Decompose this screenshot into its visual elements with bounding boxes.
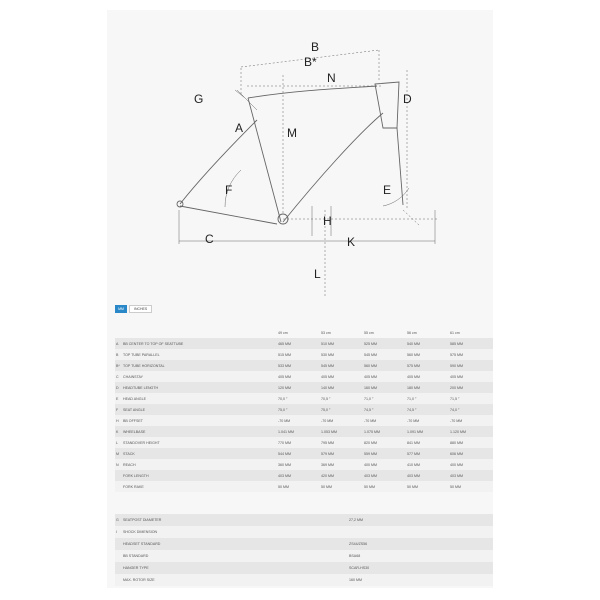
spec-value: 27,2 MM: [349, 514, 493, 526]
spec-row: [115, 514, 493, 526]
row-code: A: [115, 338, 123, 349]
row-value: 544 MM: [278, 448, 321, 459]
dim-label-a: A: [235, 121, 244, 135]
spec-name: SEATPOST DIAMETER: [123, 514, 349, 526]
table-row: [115, 415, 493, 426]
row-code: E: [115, 393, 123, 404]
table-row: [115, 470, 493, 481]
row-value: 71,0 °: [364, 393, 407, 404]
row-value: 545 MM: [321, 360, 364, 371]
unit-tabs: [115, 304, 152, 313]
row-value: 1.053 MM: [321, 426, 364, 437]
spec-table: [115, 514, 493, 586]
size-header: 53 cm: [321, 331, 331, 335]
row-value: 525 MM: [364, 338, 407, 349]
row-value: 405 MM: [278, 371, 321, 382]
row-name: FORK RAKE: [123, 481, 278, 492]
spec-row: [115, 562, 493, 574]
row-name: FORK LENGTH: [123, 470, 278, 481]
row-value: 577 MM: [407, 448, 450, 459]
spec-value: BSA68: [349, 550, 493, 562]
row-value: 74,5 °: [407, 404, 450, 415]
table-row: [115, 437, 493, 448]
row-value: 1.091 MM: [407, 426, 450, 437]
row-value: 410 MM: [407, 459, 450, 470]
row-value: 200 MM: [450, 382, 493, 393]
dim-label-b: B: [311, 40, 320, 54]
row-name: HEAD ANGLE: [123, 393, 278, 404]
row-value: 606 MM: [450, 448, 493, 459]
spec-code: [115, 574, 123, 586]
row-code: B*: [115, 360, 123, 371]
fork: [397, 128, 403, 205]
row-name: STACK: [123, 448, 278, 459]
spec-name: BB STANDARD: [123, 550, 349, 562]
row-value: 50 MM: [321, 481, 364, 492]
row-value: 880 MM: [450, 437, 493, 448]
dim-label-e: E: [383, 183, 392, 197]
table-row: [115, 459, 493, 470]
row-value: 545 MM: [364, 349, 407, 360]
row-name: STANDOVER HEIGHT: [123, 437, 278, 448]
row-value: 795 MM: [321, 437, 364, 448]
dim-label-k: K: [347, 235, 356, 249]
size-header: 49 cm: [278, 331, 288, 335]
row-value: 841 MM: [407, 437, 450, 448]
geometry-sheet: [107, 10, 493, 588]
frame-drawing: [107, 10, 493, 296]
row-name: HEADTUBE LENGTH: [123, 382, 278, 393]
row-name: WHEELBASE: [123, 426, 278, 437]
table-row: [115, 426, 493, 437]
row-value: 405 MM: [450, 371, 493, 382]
row-value: 533 MM: [278, 360, 321, 371]
row-name: BB CENTER TO TOP OF SEATTUBE: [123, 338, 278, 349]
row-value: -70 MM: [278, 415, 321, 426]
tab-mm[interactable]: MM: [115, 305, 127, 313]
row-value: 74,0 °: [450, 404, 493, 415]
row-value: 120 MM: [278, 382, 321, 393]
dim-label-b-star: B*: [304, 55, 317, 69]
row-name: SEAT ANGLE: [123, 404, 278, 415]
row-value: 1.041 MM: [278, 426, 321, 437]
spec-code: [115, 538, 123, 550]
row-value: 585 MM: [450, 338, 493, 349]
row-value: 575 MM: [407, 360, 450, 371]
seat-tube: [248, 98, 281, 222]
seat-stay: [180, 120, 257, 204]
row-code: [115, 481, 123, 492]
row-value: -70 MM: [364, 415, 407, 426]
row-value: 510 MM: [321, 338, 364, 349]
spec-row: [115, 538, 493, 550]
size-header-row: [115, 328, 493, 338]
row-value: 403 MM: [364, 470, 407, 481]
table-row: [115, 360, 493, 371]
row-value: 820 MM: [364, 437, 407, 448]
row-value: 75,0 °: [278, 404, 321, 415]
row-value: -70 MM: [321, 415, 364, 426]
row-value: 1.120 MM: [450, 426, 493, 437]
row-value: 403 MM: [278, 470, 321, 481]
dim-label-c: C: [205, 232, 214, 246]
row-code: M: [115, 448, 123, 459]
row-code: D: [115, 382, 123, 393]
spec-value: ZS44/ZS56: [349, 538, 493, 550]
geometry-table: [115, 328, 493, 492]
row-value: 70,5 °: [321, 393, 364, 404]
spec-name: HANGER TYPE: [123, 562, 349, 574]
row-value: 405 MM: [407, 371, 450, 382]
dim-label-g: G: [194, 92, 204, 106]
dim-label-d: D: [403, 92, 412, 106]
row-value: 50 MM: [364, 481, 407, 492]
row-name: CHAINSTAY: [123, 371, 278, 382]
row-code: N: [115, 459, 123, 470]
row-code: H: [115, 415, 123, 426]
row-value: 140 MM: [321, 382, 364, 393]
row-value: 71,5 °: [450, 393, 493, 404]
row-name: TOP TUBE PARALLEL: [123, 349, 278, 360]
row-code: [115, 470, 123, 481]
row-value: 160 MM: [364, 382, 407, 393]
row-value: 770 MM: [278, 437, 321, 448]
row-value: 50 MM: [278, 481, 321, 492]
row-value: 71,0 °: [407, 393, 450, 404]
frame-geometry-diagram: [107, 10, 493, 296]
row-value: 420 MM: [321, 470, 364, 481]
down-tube: [283, 113, 383, 222]
spec-value: [349, 526, 493, 538]
row-value: 405 MM: [321, 371, 364, 382]
row-value: 530 MM: [321, 349, 364, 360]
spec-row: [115, 574, 493, 586]
spec-code: [115, 562, 123, 574]
row-value: 560 MM: [364, 360, 407, 371]
row-code: F: [115, 404, 123, 415]
spec-value: 160 MM: [349, 574, 493, 586]
row-value: 50 MM: [407, 481, 450, 492]
row-value: 400 MM: [450, 459, 493, 470]
row-value: 575 MM: [450, 349, 493, 360]
row-code: C: [115, 371, 123, 382]
row-value: 465 MM: [278, 338, 321, 349]
row-value: 403 MM: [407, 470, 450, 481]
spec-code: [115, 550, 123, 562]
row-value: 1.075 MM: [364, 426, 407, 437]
spec-name: SHOCK DIMENSION: [123, 526, 349, 538]
size-header: 61 cm: [450, 331, 460, 335]
top-tube: [248, 86, 377, 98]
head-tube: [375, 82, 399, 128]
row-value: 559 MM: [364, 448, 407, 459]
table-row: [115, 404, 493, 415]
table-row: [115, 448, 493, 459]
row-code: L: [115, 437, 123, 448]
table-row: [115, 382, 493, 393]
row-value: 75,0 °: [321, 404, 364, 415]
row-value: 405 MM: [364, 371, 407, 382]
table-row: [115, 371, 493, 382]
row-value: 590 MM: [450, 360, 493, 371]
row-value: 369 MM: [321, 459, 364, 470]
row-value: 579 MM: [321, 448, 364, 459]
dim-label-n: N: [327, 71, 336, 85]
table-row: [115, 393, 493, 404]
size-header: 56 cm: [407, 331, 417, 335]
table-row: [115, 338, 493, 349]
row-value: 360 MM: [278, 459, 321, 470]
row-value: 540 MM: [407, 338, 450, 349]
spec-row: [115, 526, 493, 538]
row-name: TOP TUBE HORIZONTAL: [123, 360, 278, 371]
spec-value: SCAR-HS30: [349, 562, 493, 574]
row-name: BB OFFSET: [123, 415, 278, 426]
row-value: 560 MM: [407, 349, 450, 360]
row-value: 403 MM: [450, 470, 493, 481]
row-value: 400 MM: [364, 459, 407, 470]
row-value: 180 MM: [407, 382, 450, 393]
chain-stay: [180, 206, 277, 224]
row-value: -70 MM: [407, 415, 450, 426]
dim-label-f: F: [225, 183, 233, 197]
row-value: 50 MM: [450, 481, 493, 492]
table-row: [115, 481, 493, 492]
spec-code: G: [115, 514, 123, 526]
dim-label-h: H: [323, 214, 332, 228]
tab-inches[interactable]: INCHES: [129, 305, 152, 313]
dim-label-l: L: [314, 267, 321, 281]
row-value: 70,0 °: [278, 393, 321, 404]
row-value: -70 MM: [450, 415, 493, 426]
size-header: 55 cm: [364, 331, 374, 335]
row-code: K: [115, 426, 123, 437]
spec-code: I: [115, 526, 123, 538]
spec-row: [115, 550, 493, 562]
dim-label-m: M: [287, 126, 297, 140]
spec-name: HEADSET STANDARD: [123, 538, 349, 550]
spec-name: MAX. ROTOR SIZE: [123, 574, 349, 586]
table-row: [115, 349, 493, 360]
row-value: 74,5 °: [364, 404, 407, 415]
row-value: 515 MM: [278, 349, 321, 360]
row-code: B: [115, 349, 123, 360]
row-name: REACH: [123, 459, 278, 470]
